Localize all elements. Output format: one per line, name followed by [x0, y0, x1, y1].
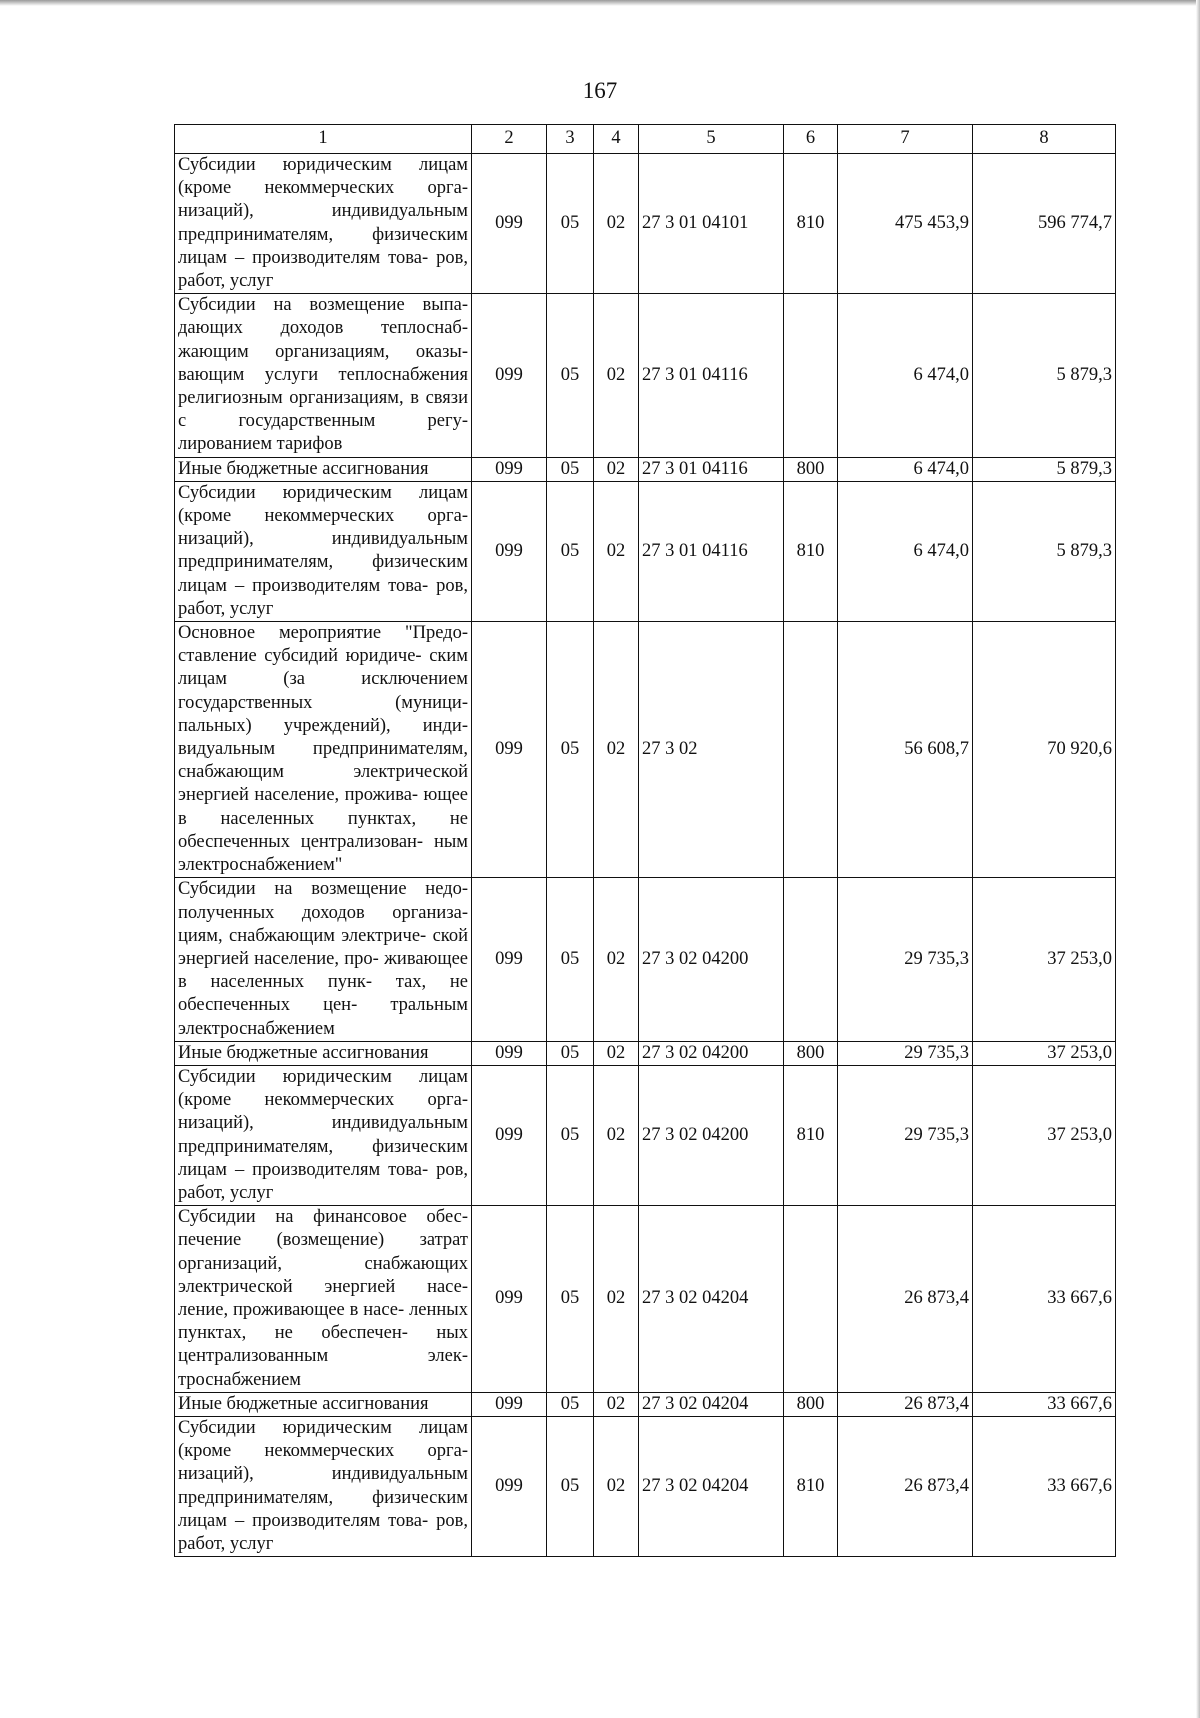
target-article-cell: 27 3 01 04101	[639, 154, 784, 294]
table-row	[175, 1392, 1116, 1416]
description-line: ление, проживающее в насе-	[178, 1299, 405, 1320]
description-line: Субсидии юридическим лицам	[178, 1066, 468, 1087]
section-code-cell: 05	[547, 1416, 594, 1556]
description-line: (кроме некоммерческих орга-	[178, 178, 468, 199]
amount-year-1-cell: 26 873,4	[838, 1206, 973, 1393]
table-body	[175, 154, 1116, 1557]
amount-year-1-cell: 6 474,0	[838, 457, 973, 481]
expense-type-cell: 800	[784, 1041, 838, 1065]
row-description	[175, 878, 472, 1041]
table-row	[175, 457, 1116, 481]
subsection-code-cell: 02	[594, 622, 639, 878]
row-description	[175, 457, 472, 481]
target-article-cell: 27 3 02 04204	[639, 1206, 784, 1393]
target-article-cell: 27 3 01 04116	[639, 481, 784, 621]
subsection-code-cell: 02	[594, 1206, 639, 1393]
description-line: Иные бюджетные ассигнования	[178, 1393, 429, 1414]
table-row	[175, 878, 1116, 1041]
scan-edge-top	[0, 0, 1200, 6]
ministry-code-cell: 099	[472, 457, 547, 481]
subsection-code-cell: 02	[594, 1065, 639, 1205]
table-row	[175, 481, 1116, 621]
subsection-code-cell: 02	[594, 457, 639, 481]
amount-year-2-cell: 70 920,6	[973, 622, 1116, 878]
description-line: электрической энергией насе-	[178, 1276, 468, 1297]
row-description	[175, 1416, 472, 1556]
description-line: религиозным организациям, в	[178, 388, 419, 409]
amount-year-2-cell: 33 667,6	[973, 1416, 1116, 1556]
description-line: ставление субсидий юридиче-	[178, 646, 422, 667]
section-code-cell: 05	[547, 878, 594, 1041]
description-line: ным электроснабжением"	[178, 831, 468, 876]
amount-year-2-cell: 5 879,3	[973, 294, 1116, 457]
amount-year-1-cell: 29 735,3	[838, 1065, 973, 1205]
amount-year-1-cell: 26 873,4	[838, 1416, 973, 1556]
subsection-code-cell: 02	[594, 154, 639, 294]
description-line: связи с государственным регу-	[178, 388, 468, 432]
expense-type-cell: 810	[784, 1416, 838, 1556]
description-line: предпринимателям, физическим	[178, 224, 468, 245]
description-line: ров, работ, услуг	[178, 247, 468, 292]
ministry-code-cell: 099	[472, 878, 547, 1041]
target-article-cell: 27 3 02 04200	[639, 878, 784, 1041]
description-line: снабжающим электрической	[178, 762, 468, 783]
subsection-code-cell: 02	[594, 878, 639, 1041]
description-line: энергией население, прожива-	[178, 785, 419, 806]
amount-year-1-cell: 6 474,0	[838, 481, 973, 621]
target-article-cell: 27 3 02 04204	[639, 1392, 784, 1416]
row-description	[175, 1041, 472, 1065]
ministry-code-cell: 099	[472, 294, 547, 457]
description-line: ров, работ, услуг	[178, 1159, 468, 1203]
ministry-code-cell: 099	[472, 1041, 547, 1065]
section-code-cell: 05	[547, 154, 594, 294]
expense-type-cell	[784, 294, 838, 457]
amount-year-2-cell: 5 879,3	[973, 481, 1116, 621]
amount-year-2-cell: 596 774,7	[973, 154, 1116, 294]
subsection-code-cell: 02	[594, 1041, 639, 1065]
ministry-code-cell: 099	[472, 1392, 547, 1416]
description-line: низаций), индивидуальным	[178, 201, 468, 222]
page-number: 167	[582, 78, 618, 103]
subsection-code-cell: 02	[594, 1392, 639, 1416]
column-header: 2	[472, 125, 547, 154]
description-line: Субсидии юридическим лицам	[178, 155, 468, 175]
description-line: жающим организациям, оказы-	[178, 341, 468, 362]
amount-year-2-cell: 37 253,0	[973, 1041, 1116, 1065]
ministry-code-cell: 099	[472, 622, 547, 878]
header-row	[175, 125, 1116, 154]
description-line: ров, работ, услуг	[178, 1510, 468, 1554]
description-line: организаций, снабжающих	[178, 1253, 468, 1274]
description-line: вающим услуги теплоснабжения	[178, 364, 468, 385]
amount-year-2-cell: 5 879,3	[973, 457, 1116, 481]
description-line: обеспеченных централизован-	[178, 831, 424, 852]
table-row	[175, 1416, 1116, 1556]
description-line: Субсидии юридическим лицам	[178, 482, 468, 503]
description-line: низаций), индивидуальным	[178, 1464, 468, 1485]
table-row	[175, 1041, 1116, 1065]
description-line: ским лицам (за исключением	[178, 646, 468, 690]
description-line: Субсидии на возмещение недо-	[178, 879, 468, 900]
ministry-code-cell: 099	[472, 154, 547, 294]
column-header: 8	[973, 125, 1116, 154]
row-description	[175, 1392, 472, 1416]
subsection-code-cell: 02	[594, 481, 639, 621]
expense-type-cell: 800	[784, 457, 838, 481]
description-line: ных централизованным элек-	[178, 1323, 468, 1367]
description-line: видуальным предпринимателям,	[178, 739, 468, 760]
row-description	[175, 622, 472, 878]
description-line: ской энергией население, про-	[178, 925, 469, 969]
section-code-cell: 05	[547, 622, 594, 878]
amount-year-2-cell: 37 253,0	[973, 1065, 1116, 1205]
description-line: лицам – производителям това-	[178, 575, 429, 596]
target-article-cell: 27 3 02 04200	[639, 1041, 784, 1065]
scan-edge-right	[1196, 0, 1200, 1718]
column-header: 4	[594, 125, 639, 154]
table-row	[175, 1065, 1116, 1205]
description-line: Субсидии на возмещение выпа-	[178, 295, 468, 316]
subsection-code-cell: 02	[594, 1416, 639, 1556]
amount-year-2-cell: 37 253,0	[973, 878, 1116, 1041]
column-header: 6	[784, 125, 838, 154]
description-line: предпринимателям, физическим	[178, 1136, 468, 1157]
description-line: низаций), индивидуальным	[178, 1113, 468, 1134]
expense-type-cell: 800	[784, 1392, 838, 1416]
description-line: циям, снабжающим электриче-	[178, 925, 427, 946]
target-article-cell: 27 3 01 04116	[639, 457, 784, 481]
description-line: (кроме некоммерческих орга-	[178, 1090, 468, 1111]
section-code-cell: 05	[547, 1392, 594, 1416]
description-line: Иные бюджетные ассигнования	[178, 1042, 429, 1063]
expense-type-cell	[784, 878, 838, 1041]
expense-type-cell	[784, 1206, 838, 1393]
subsection-code-cell: 02	[594, 294, 639, 457]
description-line: предпринимателям, физическим	[178, 1487, 468, 1508]
row-description	[175, 1206, 472, 1393]
description-line: низаций), индивидуальным	[178, 529, 468, 550]
table-row	[175, 294, 1116, 457]
amount-year-2-cell: 33 667,6	[973, 1206, 1116, 1393]
description-line: лицам – производителям това-	[178, 1510, 429, 1531]
amount-year-1-cell: 475 453,9	[838, 154, 973, 294]
target-article-cell: 27 3 01 04116	[639, 294, 784, 457]
description-line: государственных (муници-	[178, 692, 468, 713]
description-line: Субсидии на финансовое обес-	[178, 1207, 468, 1228]
expense-type-cell: 810	[784, 154, 838, 294]
amount-year-2-cell: 33 667,6	[973, 1392, 1116, 1416]
expense-type-cell: 810	[784, 1065, 838, 1205]
ministry-code-cell: 099	[472, 1065, 547, 1205]
ministry-code-cell: 099	[472, 1416, 547, 1556]
amount-year-1-cell: 29 735,3	[838, 1041, 973, 1065]
description-line: ленных пунктах, не обеспечен-	[178, 1299, 468, 1344]
section-code-cell: 05	[547, 1206, 594, 1393]
description-line: Субсидии юридическим лицам	[178, 1417, 468, 1438]
target-article-cell: 27 3 02 04200	[639, 1065, 784, 1205]
description-line: тах, не обеспеченных цен-	[178, 972, 469, 1016]
description-line: живающее в населенных пунк-	[178, 948, 469, 993]
budget-table	[174, 124, 1116, 1557]
column-header: 1	[175, 125, 472, 154]
section-code-cell: 05	[547, 457, 594, 481]
section-code-cell: 05	[547, 1065, 594, 1205]
description-line: лицам – производителям това-	[178, 247, 429, 268]
description-line: печение (возмещение) затрат	[178, 1230, 468, 1251]
row-description	[175, 1065, 472, 1205]
description-line: (кроме некоммерческих орга-	[178, 1441, 468, 1462]
description-line: лированием тарифов	[178, 434, 343, 455]
description-line: ющее в населенных пунктах, не	[178, 785, 468, 829]
description-line: тральным электроснабжением	[178, 995, 469, 1039]
target-article-cell: 27 3 02	[639, 622, 784, 878]
table-row	[175, 622, 1116, 878]
description-line: Иные бюджетные ассигнования	[178, 458, 429, 479]
description-line: ров, работ, услуг	[178, 575, 468, 619]
description-line: пальных) учреждений), инди-	[178, 715, 468, 736]
amount-year-1-cell: 6 474,0	[838, 294, 973, 457]
ministry-code-cell: 099	[472, 1206, 547, 1393]
table-row	[175, 154, 1116, 294]
target-article-cell: 27 3 02 04204	[639, 1416, 784, 1556]
description-line: троснабжением	[178, 1369, 302, 1390]
table-row	[175, 1206, 1116, 1393]
description-line: дающих доходов теплоснаб-	[178, 318, 468, 339]
description-line: предпринимателям, физическим	[178, 552, 468, 573]
column-header: 7	[838, 125, 973, 154]
ministry-code-cell: 099	[472, 481, 547, 621]
expense-type-cell: 810	[784, 481, 838, 621]
column-header: 5	[639, 125, 784, 154]
section-code-cell: 05	[547, 294, 594, 457]
row-description	[175, 154, 472, 294]
row-description	[175, 294, 472, 457]
amount-year-1-cell: 29 735,3	[838, 878, 973, 1041]
section-code-cell: 05	[547, 481, 594, 621]
description-line: лицам – производителям това-	[178, 1159, 429, 1180]
section-code-cell: 05	[547, 1041, 594, 1065]
description-line: (кроме некоммерческих орга-	[178, 506, 468, 527]
expense-type-cell	[784, 622, 838, 878]
amount-year-1-cell: 56 608,7	[838, 622, 973, 878]
description-line: полученных доходов организа-	[178, 902, 468, 923]
description-line: Основное мероприятие "Предо-	[178, 623, 468, 644]
column-header: 3	[547, 125, 594, 154]
row-description	[175, 481, 472, 621]
amount-year-1-cell: 26 873,4	[838, 1392, 973, 1416]
